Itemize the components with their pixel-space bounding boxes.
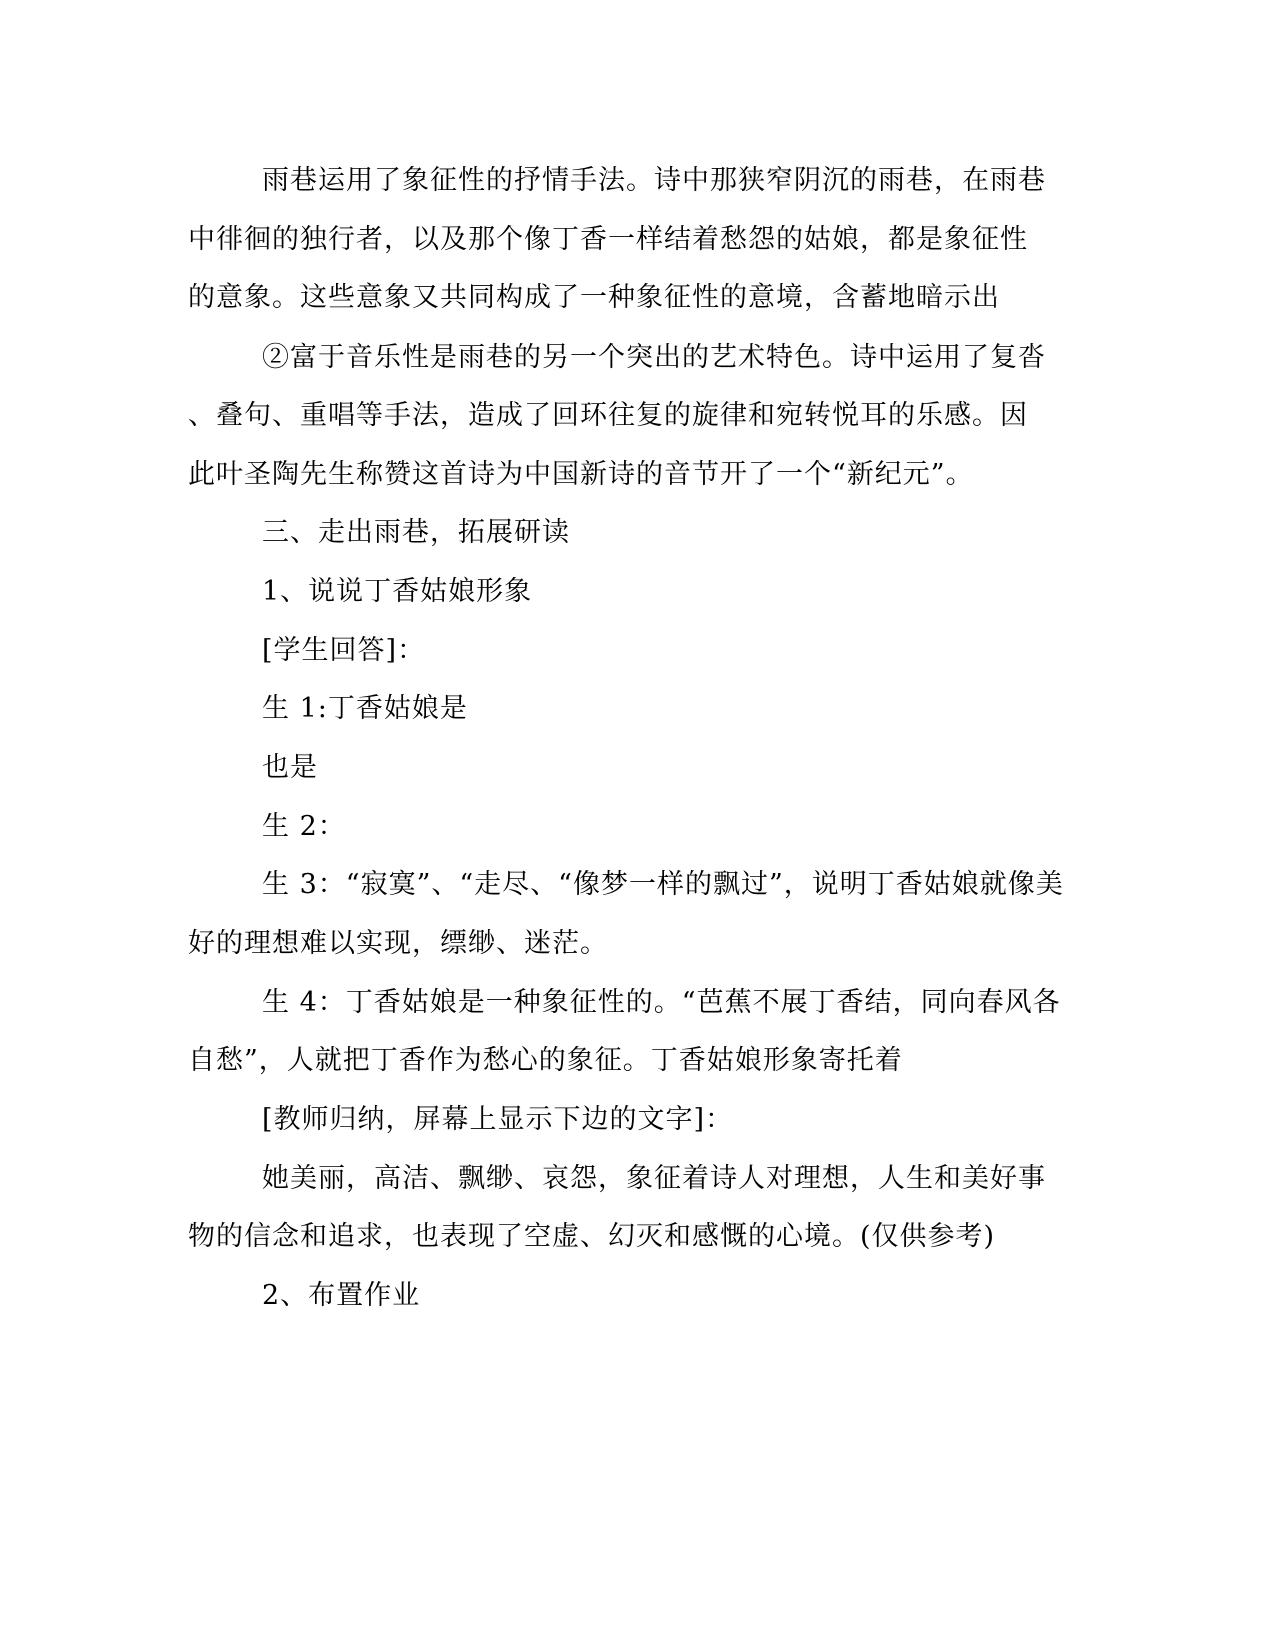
paragraph-line: 、叠句、重唱等手法，造成了回环往复的旋律和宛转悦耳的乐感。因 [188,400,1028,431]
paragraph-line: 生 4：丁香姑娘是一种象征性的。“芭蕉不展丁香结，同向春风各 [262,987,1061,1018]
paragraph-line: [教师归纳，屏幕上显示下边的文字]： [262,1104,734,1135]
paragraph-line: 好的理想难以实现，缥缈、迷茫。 [188,928,608,959]
paragraph-line: 自愁”，人就把丁香作为愁心的象征。丁香姑娘形象寄托着 [188,1045,903,1076]
paragraph-line: ②富于音乐性是雨巷的另一个突出的艺术特色。诗中运用了复沓 [262,342,1046,373]
paragraph-line: 中徘徊的独行者，以及那个像丁香一样结着愁怨的姑娘，都是象征性 [188,224,1028,255]
paragraph-line: 生 2： [262,811,346,842]
paragraph-line: 她美丽，高洁、飘缈、哀怨，象征着诗人对理想，人生和美好事 [262,1163,1046,1194]
paragraph-line: [学生回答]： [262,635,426,666]
subsection-heading: 1、说说丁香姑娘形象 [262,576,533,607]
paragraph-line: 此叶圣陶先生称赞这首诗为中国新诗的音节开了一个“新纪元”。 [188,459,974,490]
subsection-heading: 2、布置作业 [262,1280,421,1311]
paragraph-line: 雨巷运用了象征性的抒情手法。诗中那狭窄阴沉的雨巷，在雨巷 [262,165,1046,196]
section-heading: 三、走出雨巷，拓展研读 [262,517,570,548]
paragraph-line: 物的信念和追求，也表现了空虚、幻灭和感慨的心境。(仅供参考) [188,1221,996,1252]
paragraph-line: 也是 [262,752,318,783]
paragraph-line: 生 1:丁香姑娘是 [262,693,468,724]
paragraph-line: 生 3：“寂寞”、“走尽、“像梦一样的飘过”，说明丁香姑娘就像美 [262,869,1064,900]
paragraph-line: 的意象。这些意象又共同构成了一种象征性的意境，含蓄地暗示出 [188,282,1000,313]
